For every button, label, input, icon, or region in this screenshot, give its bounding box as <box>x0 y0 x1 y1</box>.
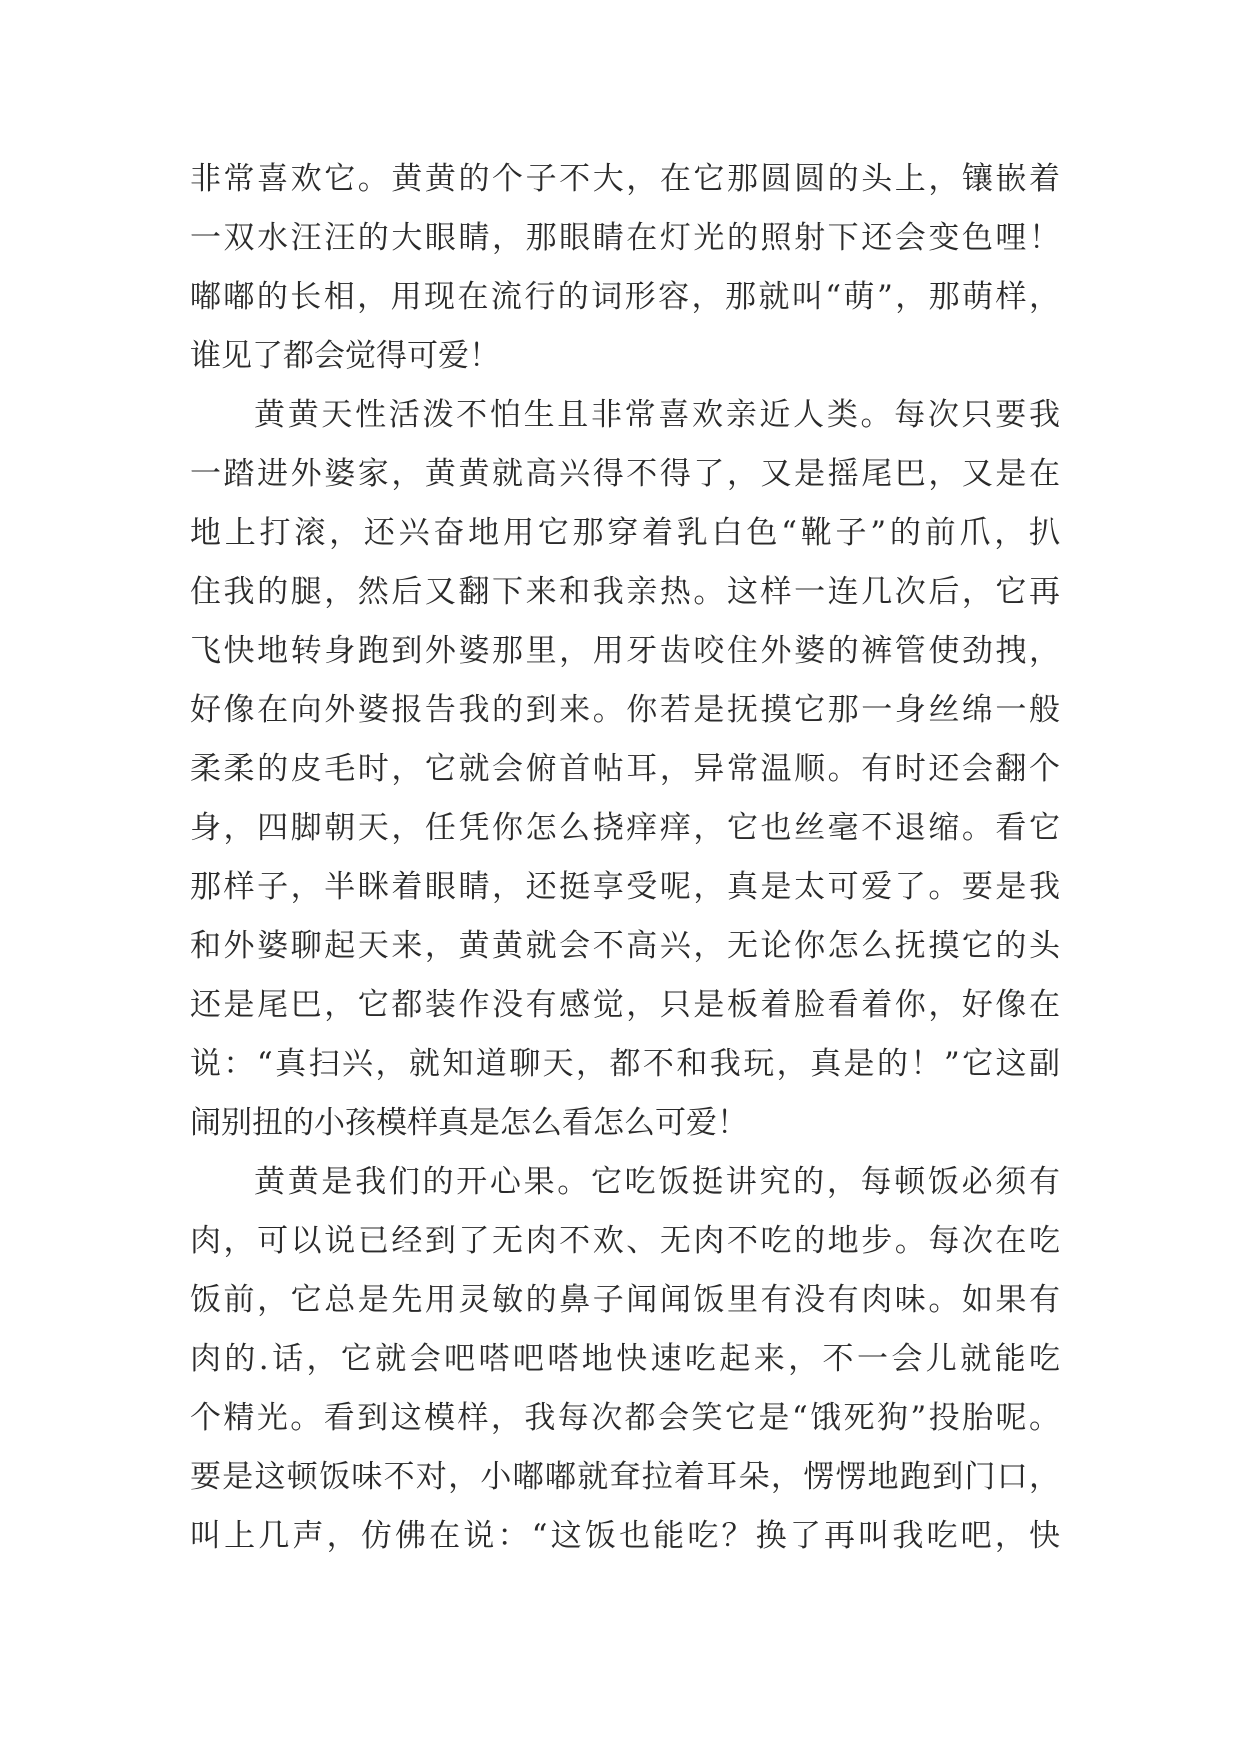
article-body <box>190 150 1060 1566</box>
text-line: 和外婆聊起天来，黄黄就会不高兴，无论你怎么抚摸它的头 <box>190 928 1060 964</box>
text-line: 还是尾巴，它都装作没有感觉，只是板着脸看着你，好像在 <box>190 987 1060 1023</box>
text-line: 身，四脚朝天，任凭你怎么挠痒痒，它也丝毫不退缩。看它 <box>190 810 1060 846</box>
text-line: 叫上几声，仿佛在说：“这饭也能吃？换了再叫我吃吧，快 <box>190 1518 1060 1554</box>
paragraph-3 <box>190 1153 1060 1566</box>
text-line-indented: 黄黄天性活泼不怕生且非常喜欢亲近人类。每次只要我 <box>254 397 1060 433</box>
text-line: 谁见了都会觉得可爱！ <box>190 338 500 374</box>
paragraph-1 <box>190 150 1060 386</box>
text-line-indented: 黄黄是我们的开心果。它吃饭挺讲究的，每顿饭必须有 <box>254 1164 1060 1200</box>
text-line: 闹别扭的小孩模样真是怎么看怎么可爱！ <box>190 1105 748 1141</box>
text-line: 一踏进外婆家，黄黄就高兴得不得了，又是摇尾巴，又是在 <box>190 456 1060 492</box>
text-line: 肉的.话，它就会吧嗒吧嗒地快速吃起来，不一会儿就能吃 <box>190 1341 1060 1377</box>
text-line: 说：“真扫兴，就知道聊天，都不和我玩，真是的！”它这副 <box>190 1046 1060 1082</box>
text-line: 要是这顿饭味不对，小嘟嘟就耷拉着耳朵，愣愣地跑到门口， <box>190 1459 1060 1495</box>
text-line: 那样子，半眯着眼睛，还挺享受呢，真是太可爱了。要是我 <box>190 869 1060 905</box>
text-line: 一双水汪汪的大眼睛，那眼睛在灯光的照射下还会变色哩！ <box>190 220 1060 256</box>
text-line: 个精光。看到这模样，我每次都会笑它是“饿死狗”投胎呢。 <box>190 1400 1060 1436</box>
text-line: 饭前，它总是先用灵敏的鼻子闻闻饭里有没有肉味。如果有 <box>190 1282 1060 1318</box>
text-line: 肉，可以说已经到了无肉不欢、无肉不吃的地步。每次在吃 <box>190 1223 1060 1259</box>
text-line: 好像在向外婆报告我的到来。你若是抚摸它那一身丝绵一般 <box>190 692 1060 728</box>
text-line: 飞快地转身跑到外婆那里，用牙齿咬住外婆的裤管使劲拽， <box>190 633 1060 669</box>
text-line: 非常喜欢它。黄黄的个子不大，在它那圆圆的头上，镶嵌着 <box>190 161 1060 197</box>
paragraph-2 <box>190 386 1060 1153</box>
text-line: 嘟嘟的长相，用现在流行的词形容，那就叫“萌”，那萌样， <box>190 279 1060 315</box>
text-line: 地上打滚，还兴奋地用它那穿着乳白色“靴子”的前爪，扒 <box>190 515 1060 551</box>
text-line: 柔柔的皮毛时，它就会俯首帖耳，异常温顺。有时还会翻个 <box>190 751 1060 787</box>
text-line: 住我的腿，然后又翻下来和我亲热。这样一连几次后，它再 <box>190 574 1060 610</box>
